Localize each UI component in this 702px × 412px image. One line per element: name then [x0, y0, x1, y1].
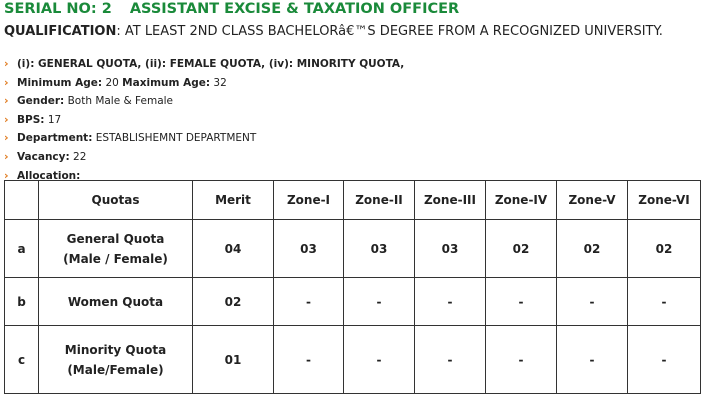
table-row — [5, 278, 701, 326]
header-cell: Zone-IV — [486, 181, 557, 220]
qualification-text: : AT LEAST 2ND CLASS BACHELORâ€™S DEGREE FROM A RECOGNIZED UNIVERSITY. — [116, 24, 663, 39]
list-item — [4, 74, 404, 93]
header-cell: Zone-VI — [628, 181, 701, 220]
max-age-value: 32 — [213, 76, 227, 89]
gender-label: Gender: — [17, 95, 65, 108]
row-index: c — [5, 326, 39, 394]
allocation-label: Allocation: — [17, 169, 81, 182]
list-item — [4, 55, 404, 74]
vacancy-value: 22 — [73, 150, 87, 163]
min-age-label: Minimum Age: — [17, 76, 103, 89]
table-row — [5, 326, 701, 394]
page-header — [4, 1, 459, 17]
table-row — [5, 220, 701, 278]
table-cell: - — [274, 326, 344, 394]
quota-line2: (Male/Female) — [67, 362, 164, 377]
list-item — [4, 148, 404, 167]
table-cell: 03 — [344, 220, 415, 278]
quota-line1: General Quota — [66, 231, 165, 246]
chevron-right-icon: › — [4, 131, 9, 145]
table-cell: 04 — [193, 220, 274, 278]
chevron-right-icon: › — [4, 57, 9, 70]
header-cell: Zone-I — [274, 181, 344, 220]
table-cell: 02 — [486, 220, 557, 278]
quota-types: (i): GENERAL QUOTA, (ii): FEMALE QUOTA, (iv): MINORITY QUOTA, — [17, 58, 405, 70]
table-cell: - — [344, 278, 415, 326]
row-index: a — [5, 220, 39, 278]
bps-value: 17 — [47, 113, 62, 126]
quota-name — [39, 278, 193, 326]
chevron-right-icon: › — [4, 112, 9, 126]
qualification-label: QUALIFICATION — [4, 24, 117, 39]
table-cell: - — [344, 326, 415, 394]
serial-number: SERIAL NO: 2 — [4, 1, 112, 17]
table-cell: 02 — [628, 220, 701, 278]
row-index: b — [5, 278, 39, 326]
table-header-row — [5, 181, 701, 220]
department-label: Department: — [17, 132, 93, 145]
table-cell: - — [486, 326, 557, 394]
chevron-right-icon: › — [4, 75, 9, 89]
header-cell: Zone-II — [344, 181, 415, 220]
table-cell: - — [415, 326, 486, 394]
header-cell: Zone-V — [557, 181, 628, 220]
header-cell: Merit — [193, 181, 274, 220]
table-cell: 01 — [193, 326, 274, 394]
header-cell: Quotas — [39, 181, 193, 220]
gender-value: Both Male & Female — [67, 95, 174, 108]
details-list — [4, 55, 404, 185]
chevron-right-icon: › — [4, 149, 9, 163]
list-item — [4, 129, 404, 148]
header-cell — [5, 181, 39, 220]
table-cell: - — [557, 278, 628, 326]
quota-name — [39, 326, 193, 394]
table-cell: 03 — [415, 220, 486, 278]
department-value: ESTABLISHEMNT DEPARTMENT — [95, 132, 257, 145]
table-cell: 03 — [274, 220, 344, 278]
chevron-right-icon: › — [4, 94, 9, 108]
quota-line1: Women Quota — [67, 294, 164, 309]
quota-name — [39, 220, 193, 278]
table-cell: - — [628, 326, 701, 394]
chevron-right-icon: › — [4, 168, 9, 182]
list-item — [4, 111, 404, 130]
quota-line2: (Male / Female) — [63, 251, 168, 266]
table-cell: - — [486, 278, 557, 326]
quota-line1: Minority Quota — [64, 342, 167, 357]
table-cell: - — [628, 278, 701, 326]
table-cell: - — [415, 278, 486, 326]
allocation-table — [4, 180, 701, 394]
list-item — [4, 92, 404, 111]
vacancy-label: Vacancy: — [17, 150, 70, 163]
header-cell: Zone-III — [415, 181, 486, 220]
bps-label: BPS: — [17, 113, 45, 126]
table-cell: 02 — [557, 220, 628, 278]
table-cell: 02 — [193, 278, 274, 326]
max-age-label: Maximum Age: — [122, 76, 211, 89]
min-age-value: 20 — [105, 76, 119, 89]
job-title: ASSISTANT EXCISE & TAXATION OFFICER — [129, 1, 460, 17]
table-cell: - — [557, 326, 628, 394]
table-cell: - — [274, 278, 344, 326]
qualification-line — [4, 24, 663, 39]
